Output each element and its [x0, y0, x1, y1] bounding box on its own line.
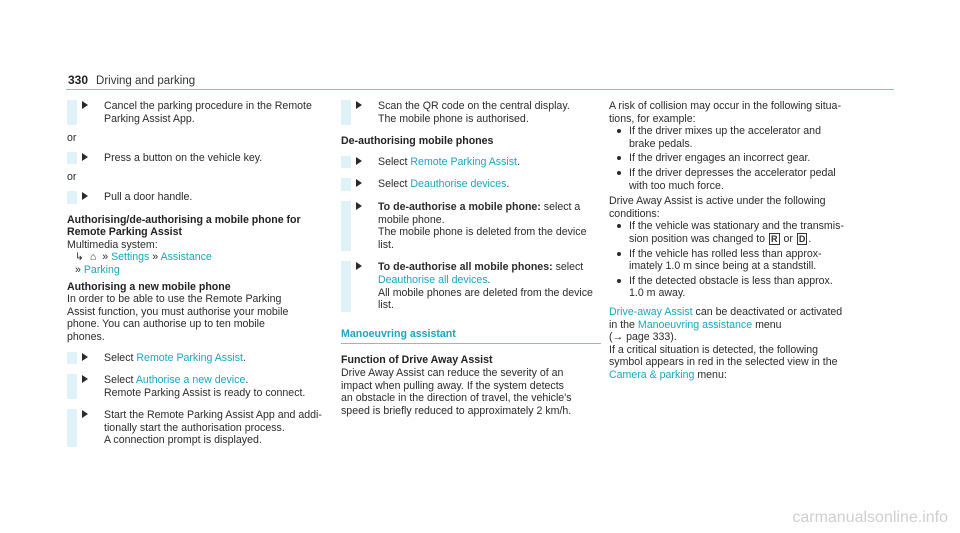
- step-door-handle: Pull a door handle.: [67, 191, 327, 204]
- step-arrow-icon: [356, 157, 362, 165]
- deauthorise-devices-link[interactable]: Deauthorise devices: [410, 178, 507, 191]
- menu-path: [67, 251, 327, 276]
- heading-authorising: Authorising/de-authorising a mobile phone for Remote Parking Assist: [67, 213, 301, 239]
- gear-r-icon: R: [771, 233, 778, 244]
- nav-sep-icon: »: [75, 263, 81, 276]
- multimedia-label: Multimedia system:: [67, 238, 158, 251]
- step-arrow-icon: [82, 101, 88, 109]
- step-deauthorise-devices: Select Deauthorise devices.: [341, 178, 601, 191]
- step-start-app: Start the Remote Parking Assist App and addi- tionally start the authorisation process. A connection prompt is displayed.: [67, 409, 327, 447]
- page-header: [68, 74, 195, 88]
- manoeuvring-assistance-link[interactable]: Manoeuvring assistance: [637, 318, 753, 331]
- or-text: or: [67, 132, 77, 145]
- camera-parking-link[interactable]: Camera & parking: [609, 368, 695, 381]
- step-arrow-icon: [356, 202, 362, 210]
- nav-sep-icon: »: [152, 251, 159, 264]
- step-arrow-icon: [82, 153, 88, 161]
- column-3: [609, 100, 873, 381]
- or-text: or: [67, 171, 77, 184]
- intro-paragraph: In order to be able to use the Remote Parking Assist function, you must authorise your mobile phone. You can authorise up to ten mobile phones.: [67, 293, 289, 343]
- list-item: If the vehicle was stationary and the transmis- sion position was changed to R or D .: [609, 220, 873, 245]
- home-icon: ⌂: [89, 251, 97, 264]
- nav-assistance-link[interactable]: Assistance: [160, 251, 212, 264]
- drive-away-assist-link[interactable]: Drive-away Assist: [609, 305, 693, 318]
- step-scan-qr: Scan the QR code on the central display. The mobile phone is authorised.: [341, 100, 601, 125]
- step-arrow-icon: [356, 262, 362, 270]
- step-select-rpa: Select Remote Parking Assist.: [67, 352, 327, 365]
- step-select-rpa-2: Select Remote Parking Assist.: [341, 156, 601, 169]
- heading-drive-away: Function of Drive Away Assist: [341, 354, 493, 367]
- risk-list: [609, 125, 873, 192]
- section-title: Manoeuvring assistant: [341, 327, 456, 340]
- remote-parking-assist-link[interactable]: Remote Parking Assist: [136, 351, 243, 364]
- list-item: If the driver engages an incorrect gear.: [609, 152, 873, 165]
- authorise-new-device-link[interactable]: Authorise a new device: [135, 374, 246, 387]
- heading-deauthorising: De-authorising mobile phones: [341, 135, 494, 148]
- drive-away-paragraph: Drive Away Assist can reduce the severity of an impact when pulling away. If the system detects an obstacle in the direction of travel, the vehicle's speed is briefly reduced to approximately 2 km/h.: [341, 366, 572, 417]
- step-cancel: Cancel the parking procedure in the Remote Parking Assist App.: [67, 100, 327, 125]
- step-arrow-icon: [82, 375, 88, 383]
- risk-intro: A risk of collision may occur in the following situa- tions, for example:: [609, 100, 841, 125]
- deactivate-paragraph: Drive-away Assist can be deactivated or activated in the Manoeuvring assistance menu (→ page 333). If a critical situation is detected, the following symbol appears in red in the selected view in the Camera & parking menu:: [609, 306, 873, 382]
- step-arrow-icon: [82, 410, 88, 418]
- step-arrow-icon: [82, 353, 88, 361]
- nav-parking-link[interactable]: Parking: [83, 263, 120, 276]
- chapter-title: Driving and parking: [96, 75, 196, 87]
- nav-settings-link[interactable]: Settings: [111, 251, 150, 264]
- list-item: If the detected obstacle is less than approx. 1.0 m away.: [609, 275, 873, 300]
- deauthorise-all-devices-link[interactable]: Deauthorise all devices: [378, 273, 488, 286]
- heading-new-phone: Authorising a new mobile phone: [67, 280, 231, 293]
- list-item: If the driver depresses the accelerator pedal with too much force.: [609, 167, 873, 192]
- return-arrow-icon: ↳: [75, 251, 84, 264]
- conditions-intro: Drive Away Assist is active under the following conditions:: [609, 195, 826, 220]
- column-2: [341, 100, 601, 425]
- step-arrow-icon: [82, 192, 88, 200]
- step-press-key: Press a button on the vehicle key.: [67, 152, 327, 165]
- section-rule: [341, 343, 601, 344]
- remote-parking-assist-link[interactable]: Remote Parking Assist: [410, 155, 517, 168]
- list-item: If the driver mixes up the accelerator and brake pedals.: [609, 125, 873, 150]
- step-deauthorise-one: To de-authorise a mobile phone: select a mobile phone. The mobile phone is deleted from the device list.: [341, 201, 601, 251]
- step-arrow-icon: [356, 179, 362, 187]
- gear-d-icon: D: [798, 233, 806, 244]
- step-authorise-new: Select Authorise a new device. Remote Parking Assist is ready to connect.: [67, 374, 327, 399]
- list-item: If the vehicle has rolled less than approx- imately 1.0 m since being at a standstill.: [609, 248, 873, 273]
- nav-sep-icon: »: [102, 251, 109, 264]
- page-number: 330: [68, 73, 89, 87]
- conditions-list: [609, 220, 873, 300]
- column-1: [67, 100, 327, 457]
- page-reference[interactable]: (→ page 333).: [609, 331, 677, 344]
- step-deauthorise-all: To de-authorise all mobile phones: select Deauthorise all devices. All mobile phones are deleted from the device list.: [341, 261, 601, 311]
- step-arrow-icon: [356, 101, 362, 109]
- watermark: carmanualsonline.info: [792, 509, 948, 527]
- header-rule: [66, 89, 894, 90]
